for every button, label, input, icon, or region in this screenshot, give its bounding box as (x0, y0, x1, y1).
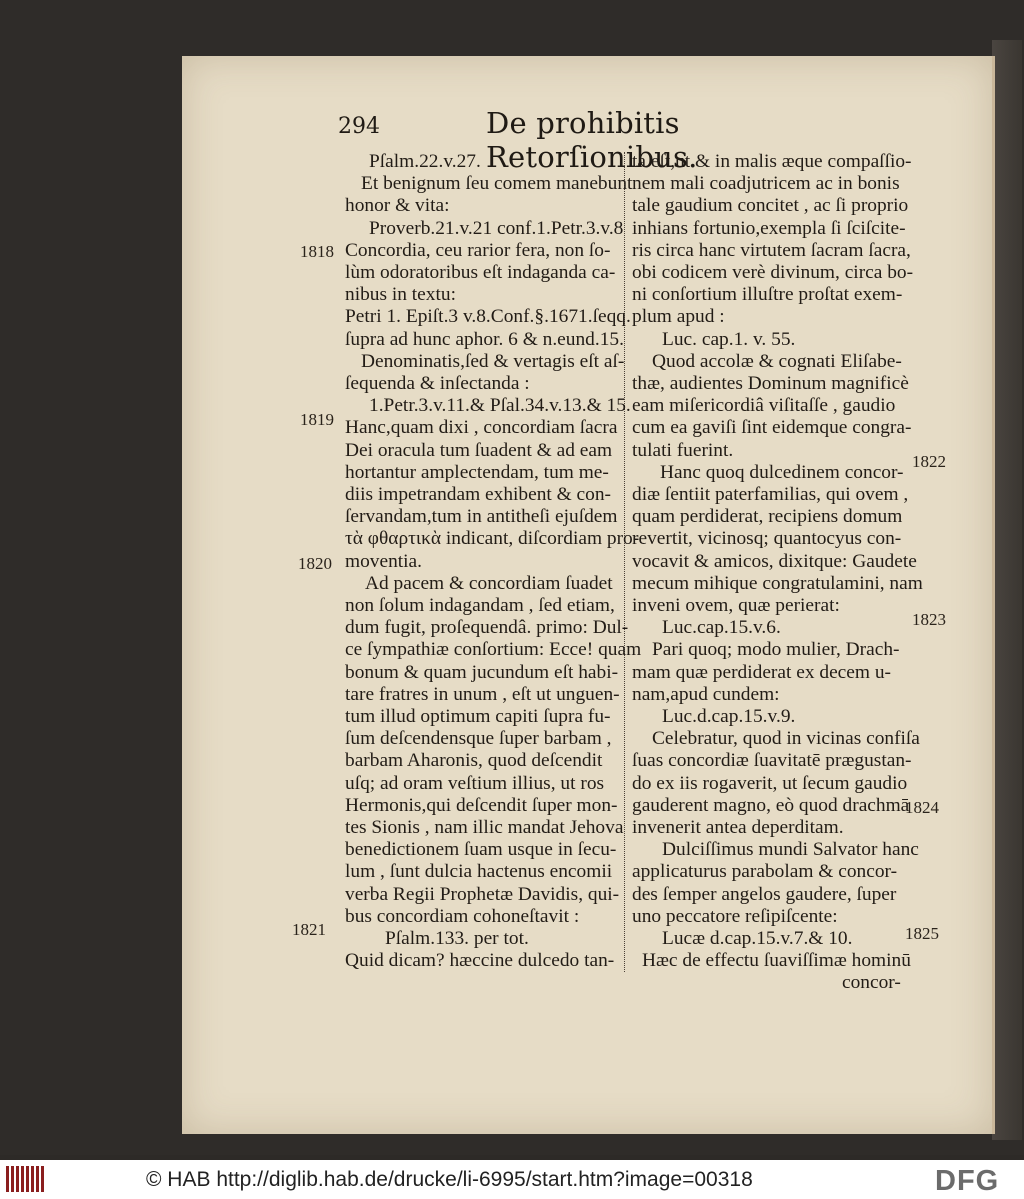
text-line: ce ſympathiæ conſortium: Ecce! quam (345, 639, 642, 661)
text-line: bus concordiam cohoneſtavit : (345, 905, 580, 927)
page-number: 294 (338, 114, 380, 139)
text-line: 1.Petr.3.v.11.& Pſal.34.v.13.& 15. (369, 395, 631, 417)
text-line: tale gaudium concitet , ac ſi proprio (632, 195, 909, 217)
text-line: tes Sionis , nam illic mandat Jehova (345, 817, 624, 838)
margin-number-right: 1825 (905, 924, 939, 943)
text-line: Luc. cap.1. v. 55. (662, 328, 796, 350)
text-line: Pſalm.133. per tot. (385, 928, 529, 949)
text-line: mam quæ perdiderat ex decem u- (632, 661, 891, 683)
text-line: Luc.cap.15.v.6. (662, 617, 781, 639)
text-line: lùm odoratoribus eſt indaganda ca- (345, 262, 616, 283)
hab-logo-icon (6, 1166, 46, 1192)
dfg-logo: DFG (935, 1165, 1000, 1197)
text-line: cum ea gaviſi ſint eidemque congra- (632, 417, 912, 439)
column-divider (624, 152, 625, 972)
running-title: De prohibitis Retorſionibus. (486, 106, 698, 174)
text-line: tare fratres in unum , eſt ut unguen- (345, 683, 620, 705)
margin-number-right: 1824 (905, 798, 939, 817)
text-line: Petri 1. Epiſt.3 v.8.Conf.§.1671.ſeqq. (345, 306, 631, 328)
text-line: nem mali coadjutricem ac in bonis (632, 173, 900, 195)
text-line: ni conſortium illuſtre proſtat exem- (632, 284, 903, 306)
text-line: plum apud : (632, 306, 725, 328)
text-line: moventia. (345, 550, 423, 572)
text-line: barbam Aharonis, quod deſcendit (345, 750, 603, 772)
text-line: ſuas concordiæ ſuavitatē prægustan- (632, 750, 912, 772)
text-line: Dulciſſimus mundi Salvator hanc (662, 839, 919, 861)
text-line: Lucæ d.cap.15.v.7.& 10. (662, 928, 853, 949)
text-line: honor & vita: (345, 195, 450, 217)
text-line: dum fugit, proſequendâ. primo: Dul- (345, 617, 629, 639)
text-line: revertit, vicinosq; quantocyus con- (632, 528, 902, 550)
text-line: non ſolum indagandam , ſed etiam, (345, 595, 615, 616)
text-line: nibus in textu: (345, 284, 456, 306)
book-edge (992, 40, 1022, 1140)
text-line: benedictionem ſuam usque in ſecu- (345, 839, 617, 861)
text-line: verba Regii Prophetæ Davidis, qui- (345, 883, 620, 905)
text-line: inhians fortunio,exempla ſi ſciſcite- (632, 217, 906, 239)
text-line: Concordia, ceu rarior fera, non ſo- (345, 239, 611, 261)
text-line: thæ, audientes Dominum magnificè (632, 373, 909, 394)
text-line: applicaturus parabolam & concor- (632, 861, 898, 883)
text-line: τὰ φθαρτικὰ indicant, diſcordiam pro- (345, 528, 640, 550)
text-line: Proverb.21.v.21 conf.1.Petr.3.v.8 (369, 217, 624, 239)
text-line: gauderent magno, eò quod drachmā (632, 794, 910, 816)
text-line: ſum deſcendensque ſuper barbam , (345, 728, 612, 750)
text-line: Ad pacem & concordiam ſuadet (365, 572, 613, 594)
text-line: ſupra ad hunc aphor. 6 & n.eund.15. (345, 328, 624, 350)
text-line: Dei oracula tum ſuadent & ad eam (345, 439, 613, 461)
text-line: mecum mihique congratulamini, nam (632, 572, 923, 594)
footer-bar (0, 1160, 1024, 1199)
text-line: bonum & quam jucundum eſt habi- (345, 661, 619, 683)
text-line: Hæc de effectu ſuaviſſimæ hominū (642, 950, 911, 972)
copyright-link[interactable]: © HAB http://diglib.hab.de/drucke/li-6995/start.htm?image=00318 (146, 1168, 753, 1191)
text-line: tum illud optimum capiti ſupra fu- (345, 706, 611, 727)
text-line: concor- (842, 972, 901, 994)
margin-number-left: 1819 (300, 410, 334, 429)
text-line: hortantur amplectendam, tum me- (345, 461, 609, 483)
text-line: Pſalm.22.v.27. (369, 151, 481, 172)
text-line: eam miſericordiâ viſitaſſe , gaudio (632, 395, 896, 417)
text-line: Et benignum ſeu comem manebunt (361, 173, 633, 195)
margin-number-left: 1821 (292, 920, 326, 939)
text-line: Hermonis,qui deſcendit ſuper mon- (345, 794, 618, 816)
text-line: inveni ovem, quæ perierat: (632, 595, 840, 616)
text-line: quam perdiderat, recipiens domum (632, 506, 903, 528)
text-line: Quid dicam? hæccine dulcedo tan- (345, 950, 615, 972)
text-line: ris circa hanc virtutem ſacram ſacra, (632, 239, 911, 261)
text-line: ta eſt,ut & in malis æque compaſſio- (632, 151, 912, 172)
text-line: invenerit antea deperditam. (632, 817, 844, 838)
text-line: diis impetrandam exhibent & con- (345, 484, 612, 505)
text-line: uno peccatore reſipiſcente: (632, 905, 838, 927)
text-line: nam,apud cundem: (632, 683, 780, 705)
margin-number-left: 1820 (298, 554, 332, 573)
margin-number-right: 1823 (912, 610, 946, 629)
text-line: Denominatis,ſed & vertagis eſt aſ- (361, 350, 625, 372)
text-line: ſervandam,tum in antitheſi ejuſdem (345, 506, 618, 528)
text-line: ſequenda & inſectanda : (345, 373, 530, 394)
text-line: do ex iis rogaverit, ut ſecum gaudio (632, 772, 908, 794)
text-line: diæ ſentiit paterfamilias, qui ovem , (632, 484, 909, 505)
text-line: tulati fuerint. (632, 439, 734, 461)
text-line: Pari quoq; modo mulier, Drach- (652, 639, 900, 661)
text-line: Hanc,quam dixi , concordiam ſacra (345, 417, 618, 439)
text-line: Luc.d.cap.15.v.9. (662, 706, 796, 727)
text-line: lum , ſunt dulcia hactenus encomii (345, 861, 613, 883)
text-line: des ſemper angelos gaudere, ſuper (632, 883, 897, 905)
text-line: Quod accolæ & cognati Eliſabe- (652, 350, 902, 372)
text-line: Celebratur, quod in vicinas confiſa (652, 728, 920, 750)
margin-number-left: 1818 (300, 242, 334, 261)
text-line: obi codicem verè divinum, circa bo- (632, 262, 914, 283)
text-line: Hanc quoq dulcedinem concor- (660, 461, 904, 483)
text-line: uſq; ad oram veſtium illius, ut ros (345, 772, 605, 794)
margin-number-right: 1822 (912, 452, 946, 471)
text-line: vocavit & amicos, dixitque: Gaudete (632, 550, 917, 572)
